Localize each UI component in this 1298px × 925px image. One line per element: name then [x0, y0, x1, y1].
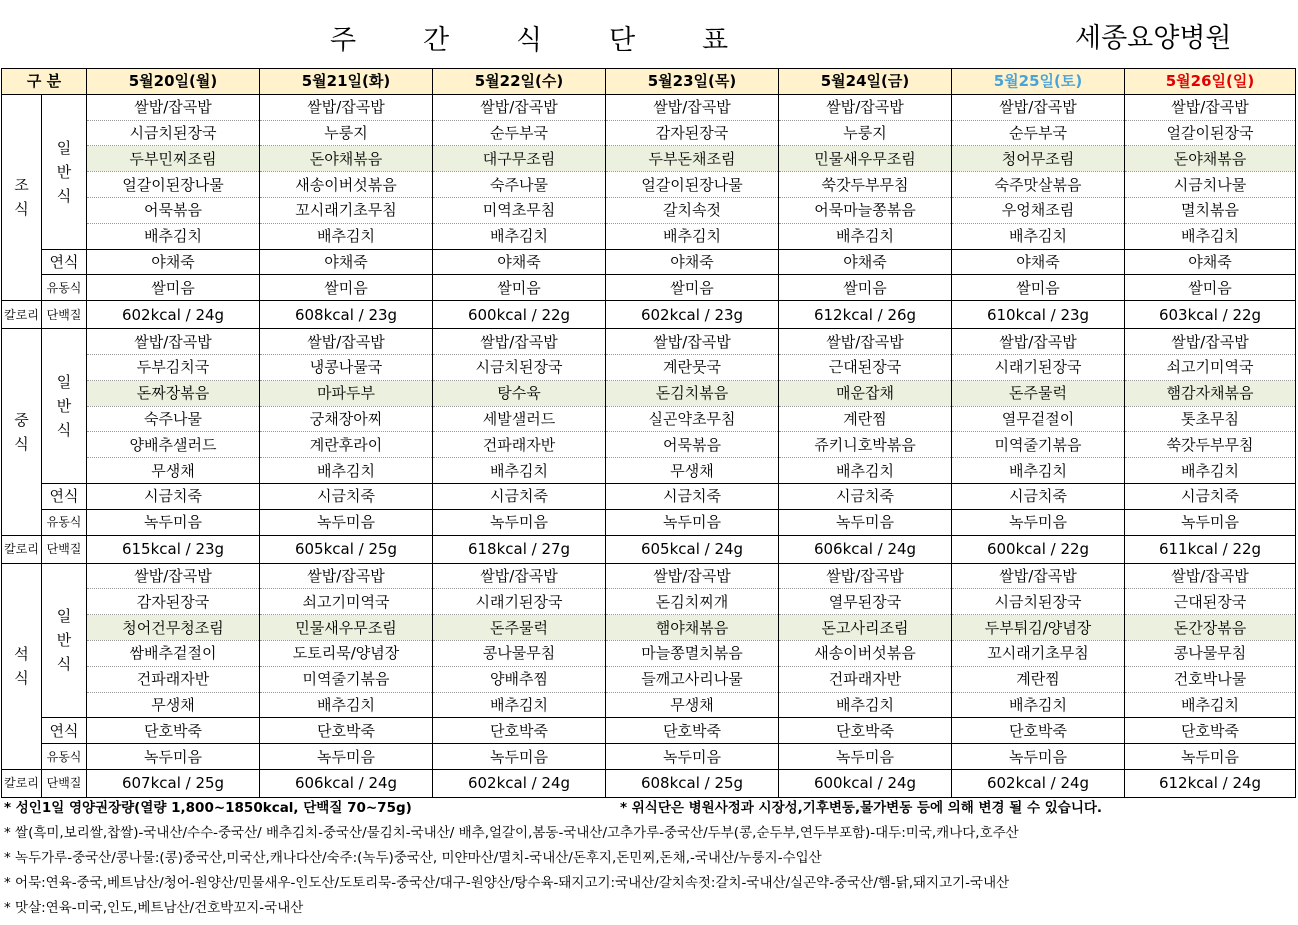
header-row	[2, 69, 1296, 95]
menu-cell: 양배추샐러드	[87, 432, 260, 458]
title-row	[0, 0, 1298, 66]
menu-cell: 열무겉절이	[952, 406, 1125, 432]
protein-label: 단백질	[42, 769, 87, 797]
menu-cell: 감자된장국	[87, 589, 260, 615]
liquid-diet-row	[2, 275, 1296, 301]
calorie-cell: 618kcal / 27g	[433, 535, 606, 563]
menu-cell: 계란후라이	[260, 432, 433, 458]
general-diet-label: 일 반 식	[42, 329, 87, 484]
calorie-row	[2, 535, 1296, 563]
notes	[4, 796, 1294, 921]
calorie-label: 칼로리	[2, 535, 42, 563]
menu-cell: 쌀미음	[779, 275, 952, 301]
menu-row	[2, 329, 1296, 355]
menu-cell: 양배추찜	[433, 666, 606, 692]
menu-cell: 녹두미음	[779, 509, 952, 535]
calorie-row	[2, 301, 1296, 329]
liquid-diet-label: 유동식	[42, 275, 87, 301]
menu-cell: 쇠고기미역국	[260, 589, 433, 615]
menu-cell: 배추김치	[952, 458, 1125, 484]
menu-cell: 무생채	[87, 458, 260, 484]
menu-row	[2, 666, 1296, 692]
menu-row	[2, 589, 1296, 615]
calorie-cell: 608kcal / 25g	[606, 769, 779, 797]
menu-cell: 시금치죽	[1125, 483, 1296, 509]
note-origin-4: * 맛살:연육-미국,인도,베트남산/건호박꼬지-국내산	[4, 900, 304, 916]
menu-cell: 돈주물럭	[433, 615, 606, 641]
note-nutrition: * 성인1일 영양권장량(열량 1,800~1850kcal, 단백질 70~75g)	[4, 800, 412, 816]
liquid-diet-label: 유동식	[42, 509, 87, 535]
menu-cell: 단호박죽	[260, 718, 433, 744]
menu-cell: 쌀밥/잡곡밥	[260, 329, 433, 355]
menu-cell: 단호박죽	[606, 718, 779, 744]
menu-cell: 콩나물무침	[1125, 640, 1296, 666]
menu-cell: 쌀밥/잡곡밥	[1125, 329, 1296, 355]
menu-cell: 시금치죽	[606, 483, 779, 509]
menu-cell: 두부튀김/양념장	[952, 615, 1125, 641]
menu-cell: 시금치죽	[260, 483, 433, 509]
menu-cell: 돈짜장볶음	[87, 380, 260, 406]
menu-cell: 녹두미음	[87, 509, 260, 535]
menu-cell: 대구무조림	[433, 146, 606, 172]
title-char: 표	[702, 25, 729, 56]
menu-cell: 우엉채조림	[952, 197, 1125, 223]
menu-cell: 배추김치	[260, 458, 433, 484]
menu-cell: 돈야채볶음	[260, 146, 433, 172]
calorie-cell: 612kcal / 24g	[1125, 769, 1296, 797]
menu-row	[2, 380, 1296, 406]
menu-cell: 두부김치국	[87, 354, 260, 380]
menu-cell: 배추김치	[1125, 692, 1296, 718]
menu-cell: 얼갈이된장나물	[606, 172, 779, 198]
menu-cell: 갈치속젓	[606, 197, 779, 223]
menu-cell: 시금치죽	[952, 483, 1125, 509]
day-header: 5월23일(목)	[606, 69, 779, 95]
menu-cell: 쌀밥/잡곡밥	[87, 94, 260, 120]
menu-cell: 쌀밥/잡곡밥	[433, 329, 606, 355]
general-diet-label: 일 반 식	[42, 563, 87, 718]
menu-cell: 야채죽	[952, 249, 1125, 275]
menu-cell: 누룽지	[260, 120, 433, 146]
menu-cell: 쌀밥/잡곡밥	[1125, 94, 1296, 120]
menu-row	[2, 197, 1296, 223]
menu-cell: 쌀밥/잡곡밥	[952, 563, 1125, 589]
calorie-cell: 606kcal / 24g	[779, 535, 952, 563]
menu-cell: 돈김치찌개	[606, 589, 779, 615]
title-char: 주	[330, 25, 357, 56]
menu-cell: 쌀밥/잡곡밥	[779, 563, 952, 589]
menu-cell: 시금치된장국	[87, 120, 260, 146]
menu-cell: 꼬시래기초무침	[952, 640, 1125, 666]
menu-cell: 쌀미음	[260, 275, 433, 301]
menu-row	[2, 432, 1296, 458]
menu-cell: 단호박죽	[87, 718, 260, 744]
menu-cell: 어묵볶음	[87, 197, 260, 223]
menu-cell: 배추김치	[1125, 223, 1296, 249]
menu-cell: 미역초무침	[433, 197, 606, 223]
menu-cell: 궁채장아찌	[260, 406, 433, 432]
menu-cell: 쌀미음	[606, 275, 779, 301]
menu-cell: 시금치나물	[1125, 172, 1296, 198]
calorie-cell: 600kcal / 22g	[952, 535, 1125, 563]
calorie-cell: 612kcal / 26g	[779, 301, 952, 329]
menu-cell: 쌀미음	[87, 275, 260, 301]
menu-cell: 어묵볶음	[606, 432, 779, 458]
menu-cell: 녹두미음	[1125, 744, 1296, 770]
menu-row	[2, 172, 1296, 198]
menu-cell: 새송이버섯볶음	[260, 172, 433, 198]
menu-cell: 감자된장국	[606, 120, 779, 146]
note-origin-3: * 어묵:연육-중국,베트남산/청어-원양산/민물새우-인도산/도토리묵-중국산/대구-원양산/탕수육-돼지고기:국내산/갈치속젓:갈치-국내산/실곤약-중국산/햄-닭,돼지고기-국내산	[4, 875, 1010, 891]
menu-row	[2, 692, 1296, 718]
menu-cell: 숙주맛살볶음	[952, 172, 1125, 198]
menu-cell: 돈고사리조림	[779, 615, 952, 641]
menu-cell: 순두부국	[952, 120, 1125, 146]
menu-cell: 쌀밥/잡곡밥	[433, 563, 606, 589]
calorie-cell: 602kcal / 24g	[87, 301, 260, 329]
menu-cell: 단호박죽	[1125, 718, 1296, 744]
title-char: 식	[516, 25, 543, 56]
menu-cell: 시래기된장국	[433, 589, 606, 615]
calorie-cell: 605kcal / 24g	[606, 535, 779, 563]
menu-cell: 배추김치	[952, 223, 1125, 249]
menu-cell: 단호박죽	[952, 718, 1125, 744]
menu-cell: 멸치볶음	[1125, 197, 1296, 223]
menu-cell: 녹두미음	[433, 509, 606, 535]
menu-cell: 쌀밥/잡곡밥	[260, 563, 433, 589]
calorie-cell: 600kcal / 24g	[779, 769, 952, 797]
menu-cell: 배추김치	[779, 692, 952, 718]
liquid-diet-row	[2, 509, 1296, 535]
menu-cell: 근대된장국	[1125, 589, 1296, 615]
menu-cell: 쌀미음	[433, 275, 606, 301]
calorie-label: 칼로리	[2, 769, 42, 797]
menu-cell: 계란찜	[779, 406, 952, 432]
title-char: 간	[423, 25, 450, 56]
calorie-cell: 610kcal / 23g	[952, 301, 1125, 329]
menu-cell: 쑥갓두부무침	[779, 172, 952, 198]
menu-cell: 건파래자반	[779, 666, 952, 692]
meal-label: 중 식	[2, 329, 42, 535]
menu-cell: 무생채	[87, 692, 260, 718]
menu-cell: 민물새우무조림	[260, 615, 433, 641]
menu-cell: 얼갈이된장나물	[87, 172, 260, 198]
menu-cell: 쥬키니호박볶음	[779, 432, 952, 458]
menu-cell: 매운잡채	[779, 380, 952, 406]
menu-cell: 숙주나물	[433, 172, 606, 198]
day-header: 5월21일(화)	[260, 69, 433, 95]
day-header: 5월26일(일)	[1125, 69, 1296, 95]
menu-cell: 야채죽	[606, 249, 779, 275]
calorie-cell: 608kcal / 23g	[260, 301, 433, 329]
menu-cell: 배추김치	[260, 223, 433, 249]
menu-cell: 누룽지	[779, 120, 952, 146]
menu-row	[2, 120, 1296, 146]
soft-diet-label: 연식	[42, 249, 87, 275]
menu-cell: 야채죽	[779, 249, 952, 275]
menu-cell: 녹두미음	[779, 744, 952, 770]
menu-cell: 배추김치	[433, 458, 606, 484]
note-line	[4, 796, 1294, 821]
menu-cell: 쇠고기미역국	[1125, 354, 1296, 380]
menu-cell: 돈김치볶음	[606, 380, 779, 406]
menu-row	[2, 640, 1296, 666]
note-origin-1: * 쌀(흑미,보리쌀,찹쌀)-국내산/수수-중국산/ 배추김치-중국산/물김치-국내산/ 배추,얼갈이,봄동-국내산/고추가루-중국산/두부(콩,순두부,연두부포함)-대두:미국,캐나다,호주산	[4, 825, 1019, 841]
menu-cell: 꼬시래기초무침	[260, 197, 433, 223]
liquid-diet-label: 유동식	[42, 744, 87, 770]
day-header: 5월22일(수)	[433, 69, 606, 95]
calorie-cell: 602kcal / 24g	[433, 769, 606, 797]
menu-cell: 돈주물럭	[952, 380, 1125, 406]
menu-cell: 탕수육	[433, 380, 606, 406]
page-title	[330, 18, 795, 57]
menu-cell: 돈야채볶음	[1125, 146, 1296, 172]
menu-cell: 쌀밥/잡곡밥	[779, 94, 952, 120]
menu-cell: 미역줄기볶음	[952, 432, 1125, 458]
menu-cell: 쌀밥/잡곡밥	[433, 94, 606, 120]
menu-cell: 쑥갓두부무침	[1125, 432, 1296, 458]
menu-row	[2, 406, 1296, 432]
menu-cell: 건파래자반	[433, 432, 606, 458]
menu-cell: 세발샐러드	[433, 406, 606, 432]
calorie-label: 칼로리	[2, 301, 42, 329]
menu-cell: 실곤약초무침	[606, 406, 779, 432]
menu-cell: 쌀밥/잡곡밥	[606, 94, 779, 120]
calorie-cell: 602kcal / 23g	[606, 301, 779, 329]
menu-cell: 야채죽	[260, 249, 433, 275]
calorie-cell: 605kcal / 25g	[260, 535, 433, 563]
menu-cell: 쌀밥/잡곡밥	[260, 94, 433, 120]
menu-cell: 배추김치	[952, 692, 1125, 718]
menu-cell: 두부돈채조림	[606, 146, 779, 172]
soft-diet-row	[2, 483, 1296, 509]
menu-cell: 쌀밥/잡곡밥	[779, 329, 952, 355]
menu-row	[2, 223, 1296, 249]
menu-cell: 녹두미음	[260, 744, 433, 770]
menu-cell: 시금치된장국	[433, 354, 606, 380]
menu-row	[2, 563, 1296, 589]
menu-row	[2, 354, 1296, 380]
menu-cell: 쌀밥/잡곡밥	[606, 329, 779, 355]
menu-cell: 배추김치	[779, 458, 952, 484]
calorie-cell: 600kcal / 22g	[433, 301, 606, 329]
menu-cell: 어묵마늘쫑볶음	[779, 197, 952, 223]
menu-cell: 녹두미음	[1125, 509, 1296, 535]
calorie-cell: 606kcal / 24g	[260, 769, 433, 797]
menu-cell: 녹두미음	[606, 509, 779, 535]
menu-cell: 배추김치	[779, 223, 952, 249]
menu-cell: 돈간장볶음	[1125, 615, 1296, 641]
menu-cell: 녹두미음	[952, 744, 1125, 770]
note-change-notice: * 위식단은 병원사정과 시장성,기후변동,물가변동 등에 의해 변경 될 수 있습니다.	[620, 800, 1103, 816]
menu-cell: 단호박죽	[433, 718, 606, 744]
menu-cell: 쌀밥/잡곡밥	[87, 329, 260, 355]
calorie-cell: 602kcal / 24g	[952, 769, 1125, 797]
menu-cell: 쌀밥/잡곡밥	[87, 563, 260, 589]
menu-cell: 톳초무침	[1125, 406, 1296, 432]
menu-cell: 녹두미음	[952, 509, 1125, 535]
header-label: 구 분	[2, 69, 87, 95]
menu-cell: 녹두미음	[606, 744, 779, 770]
menu-cell: 두부민찌조림	[87, 146, 260, 172]
menu-cell: 얼갈이된장국	[1125, 120, 1296, 146]
menu-cell: 들깨고사리나물	[606, 666, 779, 692]
note-origin-2: * 녹두가루-중국산/콩나물:(콩)중국산,미국산,캐나다산/숙주:(녹두)중국산, 미얀마산/멸치-국내산/돈후지,돈민찌,돈채,-국내산/누룽지-수입산	[4, 850, 822, 866]
calorie-cell: 607kcal / 25g	[87, 769, 260, 797]
title-char: 단	[609, 25, 636, 56]
soft-diet-label: 연식	[42, 483, 87, 509]
menu-cell: 계란찜	[952, 666, 1125, 692]
menu-cell: 배추김치	[1125, 458, 1296, 484]
menu-cell: 무생채	[606, 458, 779, 484]
menu-cell: 열무된장국	[779, 589, 952, 615]
calorie-row	[2, 769, 1296, 797]
soft-diet-row	[2, 718, 1296, 744]
menu-row	[2, 458, 1296, 484]
menu-cell: 야채죽	[1125, 249, 1296, 275]
menu-cell: 쌀밥/잡곡밥	[952, 94, 1125, 120]
hospital-name: 세종요양병원	[1075, 23, 1232, 54]
menu-cell: 쌀밥/잡곡밥	[606, 563, 779, 589]
calorie-cell: 615kcal / 23g	[87, 535, 260, 563]
weekly-menu-table	[1, 68, 1296, 798]
calorie-cell: 611kcal / 22g	[1125, 535, 1296, 563]
meal-label: 조 식	[2, 94, 42, 300]
menu-cell: 쌀미음	[1125, 275, 1296, 301]
menu-cell: 시금치죽	[87, 483, 260, 509]
day-header: 5월20일(월)	[87, 69, 260, 95]
menu-cell: 콩나물무침	[433, 640, 606, 666]
menu-cell: 시금치죽	[433, 483, 606, 509]
menu-row	[2, 94, 1296, 120]
menu-cell: 냉콩나물국	[260, 354, 433, 380]
menu-cell: 쌀미음	[952, 275, 1125, 301]
menu-cell: 무생채	[606, 692, 779, 718]
menu-cell: 배추김치	[433, 692, 606, 718]
menu-cell: 쌀밥/잡곡밥	[1125, 563, 1296, 589]
menu-cell: 배추김치	[87, 223, 260, 249]
general-diet-label: 일 반 식	[42, 94, 87, 249]
menu-cell: 햄야채볶음	[606, 615, 779, 641]
menu-cell: 단호박죽	[779, 718, 952, 744]
menu-cell: 녹두미음	[260, 509, 433, 535]
menu-cell: 햄감자채볶음	[1125, 380, 1296, 406]
calorie-cell: 603kcal / 22g	[1125, 301, 1296, 329]
menu-cell: 도토리묵/양념장	[260, 640, 433, 666]
liquid-diet-row	[2, 744, 1296, 770]
day-header: 5월25일(토)	[952, 69, 1125, 95]
protein-label: 단백질	[42, 301, 87, 329]
menu-cell: 순두부국	[433, 120, 606, 146]
menu-cell: 녹두미음	[433, 744, 606, 770]
menu-row	[2, 146, 1296, 172]
menu-cell: 근대된장국	[779, 354, 952, 380]
menu-cell: 쌈배추겉절이	[87, 640, 260, 666]
menu-cell: 시금치된장국	[952, 589, 1125, 615]
menu-cell: 계란뭇국	[606, 354, 779, 380]
menu-cell: 배추김치	[260, 692, 433, 718]
soft-diet-row	[2, 249, 1296, 275]
menu-cell: 새송이버섯볶음	[779, 640, 952, 666]
menu-cell: 청어건무청조림	[87, 615, 260, 641]
menu-cell: 배추김치	[606, 223, 779, 249]
menu-cell: 쌀밥/잡곡밥	[952, 329, 1125, 355]
menu-cell: 시래기된장국	[952, 354, 1125, 380]
day-header: 5월24일(금)	[779, 69, 952, 95]
menu-cell: 야채죽	[87, 249, 260, 275]
meal-label: 석 식	[2, 563, 42, 769]
menu-cell: 야채죽	[433, 249, 606, 275]
menu-cell: 청어무조림	[952, 146, 1125, 172]
menu-cell: 마파두부	[260, 380, 433, 406]
menu-cell: 배추김치	[433, 223, 606, 249]
menu-cell: 시금치죽	[779, 483, 952, 509]
menu-cell: 민물새우무조림	[779, 146, 952, 172]
protein-label: 단백질	[42, 535, 87, 563]
menu-cell: 녹두미음	[87, 744, 260, 770]
menu-cell: 마늘쫑멸치볶음	[606, 640, 779, 666]
menu-cell: 미역줄기볶음	[260, 666, 433, 692]
menu-cell: 건파래자반	[87, 666, 260, 692]
soft-diet-label: 연식	[42, 718, 87, 744]
menu-cell: 건호박나물	[1125, 666, 1296, 692]
menu-row	[2, 615, 1296, 641]
menu-cell: 숙주나물	[87, 406, 260, 432]
